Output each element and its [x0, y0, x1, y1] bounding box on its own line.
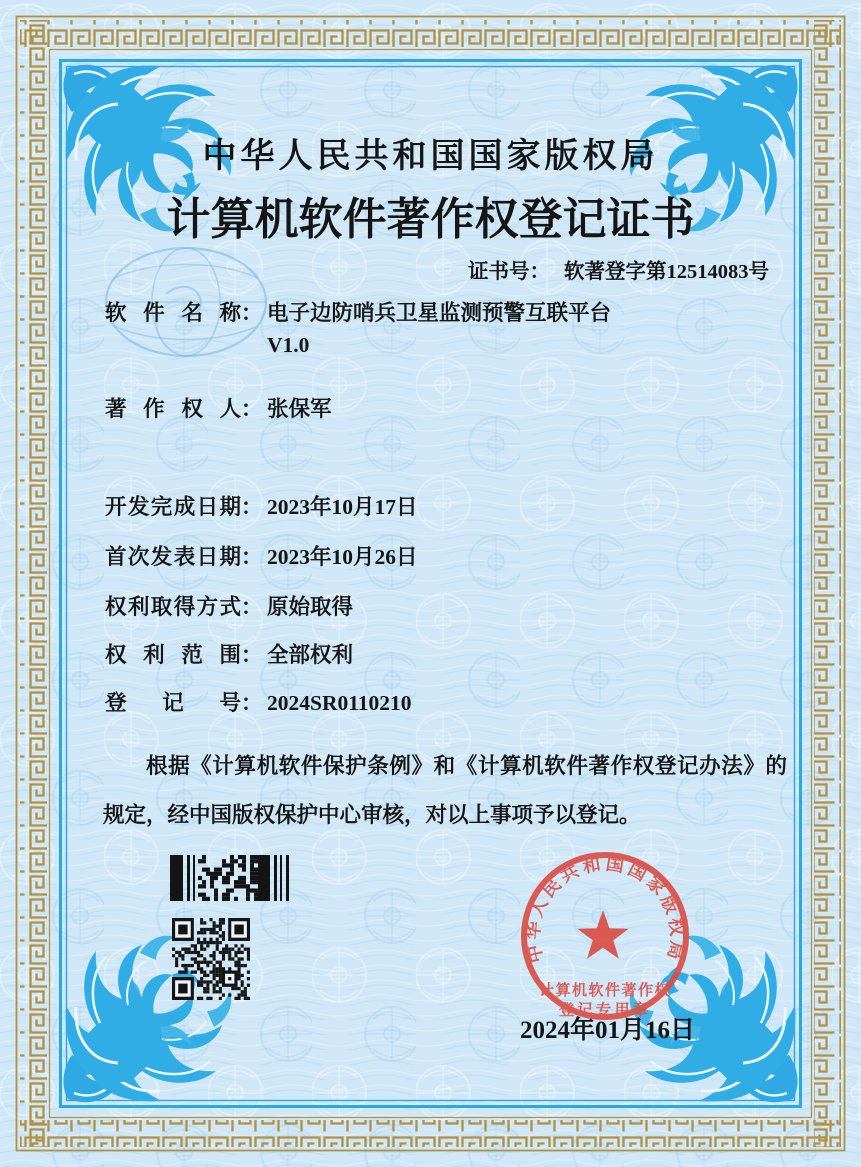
qr-code-icon: [172, 918, 250, 1000]
field-label: 著作权人: [105, 397, 241, 421]
field-colon: ：: [241, 397, 263, 421]
field-value: 2024SR0110210: [267, 691, 412, 715]
field-row-copyright-owner: [105, 397, 332, 421]
seal-line2: 登记专用章: [558, 1002, 652, 1019]
red-star-icon: [577, 910, 628, 959]
software-version: V1.0: [267, 333, 310, 357]
field-colon: ：: [241, 301, 263, 325]
certificate-number: [468, 261, 769, 283]
field-label: 权利取得方式: [105, 595, 241, 619]
field-colon: ：: [241, 643, 263, 667]
field-colon: ：: [241, 691, 263, 715]
field-row-software-name: [105, 301, 687, 357]
field-value: 原始取得: [267, 595, 354, 619]
software-name: 电子边防哨兵卫星监测预警互联平台: [267, 301, 612, 325]
issue-date: 2024年01月16日: [519, 1017, 695, 1044]
field-colon: ：: [241, 495, 263, 519]
field-row-registration-number: [105, 691, 412, 715]
field-row-dev-complete-date: [105, 495, 418, 519]
field-label: 权利范围: [105, 643, 241, 667]
field-label: 开发完成日期: [105, 495, 241, 519]
field-row-first-publish-date: [105, 545, 418, 569]
registration-statement: 根据《计算机软件保护条例》和《计算机软件著作权登记办法》的规定，经中国版权保护中心审核，对以上事项予以登记。: [103, 754, 787, 827]
field-label: 首次发表日期: [105, 545, 241, 569]
field-row-rights-acquisition: [105, 595, 353, 619]
official-seal: [513, 844, 697, 1028]
certificate-title: 计算机软件著作权登记证书: [166, 195, 695, 244]
seal-ring-text: 中华人民共和国国家版权局: [522, 853, 688, 965]
seal-line1: 计算机软件著作权: [538, 983, 672, 999]
certificate-number-value: 软著登字第12514083号: [564, 261, 769, 283]
field-colon: ：: [241, 595, 263, 619]
authority-title: 中华人民共和国国家版权局: [202, 138, 659, 175]
field-row-rights-scope: [105, 643, 353, 667]
field-label: 软件名称: [105, 301, 241, 325]
field-label: 登记号: [105, 691, 241, 715]
barcode-2d-icon: [170, 855, 293, 901]
field-value: 全部权利: [267, 643, 354, 667]
field-value: 张保军: [267, 397, 332, 421]
field-value: 2023年10月26日: [267, 545, 418, 569]
certificate-number-label: 证书号：: [468, 261, 550, 283]
field-colon: ：: [241, 545, 263, 569]
field-value: 2023年10月17日: [267, 495, 418, 519]
field-value: [267, 301, 687, 357]
